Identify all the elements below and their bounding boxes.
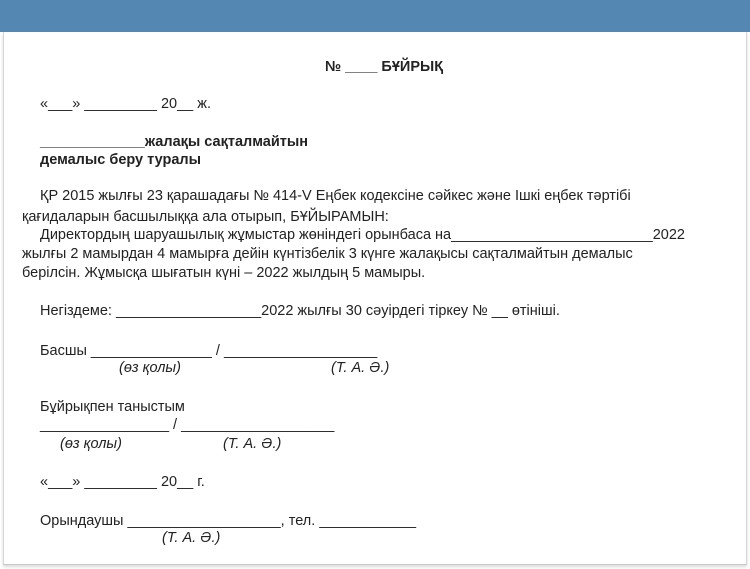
basis-line: Негіздеме: __________________2022 жылғы 30 сәуірдегі тіркеу № __ өтініші.: [40, 303, 560, 319]
executor-line: Орындаушы ___________________, тел. ____________: [40, 513, 417, 529]
body-line-4: жылғы 2 мамырдан 4 мамырға дейін күнтізбелік 3 күнге жалақысы сақталмайтын демалыс: [22, 246, 633, 262]
order-title: № ____ БҰЙРЫҚ: [324, 59, 444, 75]
body-line-2: қағидаларын басшылыққа ала отырып, БҰЙЫРАМЫН:: [22, 209, 389, 225]
date-line-2: «___» _________ 20__ г.: [40, 474, 205, 490]
head-name-caption: (Т. А. Ә.): [331, 360, 390, 376]
body-line-1: ҚР 2015 жылғы 23 қарашадағы № 414-V Еңбек кодексіне сәйкес және Ішкі еңбек тәртібі: [40, 188, 631, 204]
acquainted-label: Бұйрықпен таныстым: [40, 399, 185, 415]
top-bar: [0, 0, 750, 32]
head-signature-line: Басшы _______________ / ___________________: [40, 343, 378, 359]
date-line-1: «___» _________ 20__ ж.: [40, 96, 211, 112]
subject-line-1: _____________жалақы сақталмайтын: [40, 134, 308, 150]
subject-line-2: демалыс беру туралы: [40, 152, 201, 168]
head-sign-caption: (өз қолы): [119, 360, 181, 376]
acquainted-name-caption: (Т. А. Ә.): [223, 436, 282, 452]
body-line-5: берілсін. Жұмысқа шығатын күні – 2022 жылдың 5 мамыры.: [22, 265, 426, 281]
body-line-3: Директордың шаруашылық жұмыстар жөніндегі орынбаса на_________________________2022: [40, 227, 685, 243]
acquainted-signature-line: ________________ / ___________________: [40, 417, 335, 433]
acquainted-sign-caption: (өз қолы): [60, 436, 122, 452]
executor-name-caption: (Т. А. Ә.): [162, 530, 221, 546]
